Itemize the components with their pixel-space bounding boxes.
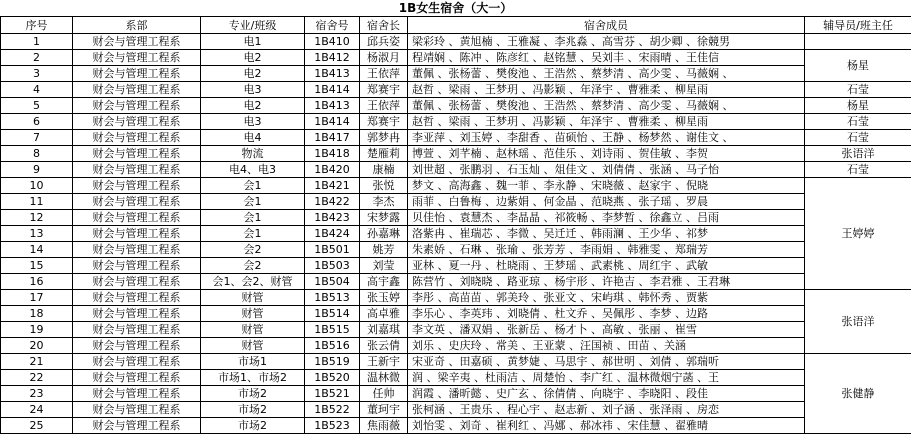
table-row — [1, 274, 911, 290]
cell-major: 电1 — [201, 34, 305, 50]
cell-no: 15 — [1, 258, 73, 274]
cell-advisor: 张语洋 — [805, 146, 911, 162]
table-row — [1, 146, 911, 162]
cell-advisor: 杨星 — [805, 98, 911, 114]
cell-major: 会1 — [201, 210, 305, 226]
cell-room: 1B523 — [305, 418, 360, 434]
table-row — [1, 354, 911, 370]
cell-no: 9 — [1, 162, 73, 178]
cell-room: 1B514 — [305, 306, 360, 322]
header-advisor: 辅导员/班主任 — [805, 17, 911, 34]
cell-members: 李彤 、高苗苗 、郭美玲 、张亚文 、宋屿琪 、韩怀秀 、贾紫 — [408, 290, 805, 306]
cell-major: 电3 — [201, 114, 305, 130]
header-row — [1, 17, 911, 34]
table-row — [1, 130, 911, 146]
cell-advisor: 石莹 — [805, 82, 911, 98]
cell-no: 6 — [1, 114, 73, 130]
cell-members: 润霞 、潘昕懿 、史广玄 、徐倩倩 、向晓宇 、李晓阳 、段佳 — [408, 386, 805, 402]
cell-no: 10 — [1, 178, 73, 194]
cell-leader: 郑赛宇 — [360, 82, 408, 98]
cell-room: 1B413 — [305, 98, 360, 114]
cell-dept: 财会与管理工程系 — [73, 354, 201, 370]
cell-leader: 郑赛宇 — [360, 114, 408, 130]
cell-major: 会1 — [201, 226, 305, 242]
header-room: 宿舍号 — [305, 17, 360, 34]
cell-dept: 财会与管理工程系 — [73, 322, 201, 338]
cell-dept: 财会与管理工程系 — [73, 274, 201, 290]
table-row — [1, 194, 911, 210]
table-row — [1, 114, 911, 130]
cell-dept: 财会与管理工程系 — [73, 370, 201, 386]
table-row — [1, 370, 911, 386]
table-row — [1, 210, 911, 226]
cell-leader: 姚芳 — [360, 242, 408, 258]
cell-major: 市场2 — [201, 402, 305, 418]
cell-leader: 邱兵姿 — [360, 34, 408, 50]
cell-leader: 孙嘉琳 — [360, 226, 408, 242]
cell-members: 程靖娴 、陈冲 、陈彦红 、赵铭慧 、吴刘丰 、宋雨晴 、王佳信 — [408, 50, 805, 66]
cell-members: 李文英 、潘双娟 、张新岳 、杨才卜 、高敏 、张丽 、崔雪 — [408, 322, 805, 338]
cell-no: 7 — [1, 130, 73, 146]
cell-major: 市场1、市场2 — [201, 370, 305, 386]
cell-dept: 财会与管理工程系 — [73, 210, 201, 226]
cell-room: 1B410 — [305, 34, 360, 50]
cell-members: 贝佳怡 、袁慧杰 、李晶晶 、祁筱畅 、李梦暂 、徐鑫立 、吕雨 — [408, 210, 805, 226]
cell-members: 赵哲 、梁雨 、王梦玥 、冯影颖 、年泽宇 、曹雅柔 、柳星雨 — [408, 114, 805, 130]
cell-no: 25 — [1, 418, 73, 434]
cell-major: 物流 — [201, 146, 305, 162]
cell-dept: 财会与管理工程系 — [73, 242, 201, 258]
cell-room: 1B522 — [305, 402, 360, 418]
cell-members: 亚林 、夏一丹 、杜晓雨 、王梦瑶 、武素桃 、周红宇 、武敏 — [408, 258, 805, 274]
table-row — [1, 66, 911, 82]
header-no: 序号 — [1, 17, 73, 34]
cell-no: 24 — [1, 402, 73, 418]
cell-leader: 董珂宇 — [360, 402, 408, 418]
cell-members: 博萱 、刘芊楠 、赵林瑶 、范佳乐 、刘诗雨 、贺佳敏 、李贺 — [408, 146, 805, 162]
cell-no: 8 — [1, 146, 73, 162]
cell-leader: 高宇鑫 — [360, 274, 408, 290]
cell-leader: 郭梦冉 — [360, 130, 408, 146]
cell-room: 1B516 — [305, 338, 360, 354]
cell-room: 1B513 — [305, 290, 360, 306]
cell-major: 财管 — [201, 338, 305, 354]
cell-leader: 温林微 — [360, 370, 408, 386]
cell-room: 1B501 — [305, 242, 360, 258]
cell-dept: 财会与管理工程系 — [73, 258, 201, 274]
cell-dept: 财会与管理工程系 — [73, 162, 201, 178]
sheet-title: 1B女生宿舍（大一） — [398, 1, 513, 15]
cell-major: 会1、会2、财管 — [201, 274, 305, 290]
cell-leader: 焦雨薇 — [360, 418, 408, 434]
cell-leader: 王依萍 — [360, 98, 408, 114]
cell-no: 2 — [1, 50, 73, 66]
cell-advisor: 张健静 — [805, 354, 911, 434]
cell-dept: 财会与管理工程系 — [73, 418, 201, 434]
cell-dept: 财会与管理工程系 — [73, 50, 201, 66]
cell-members: 润 、梁辛夷 、杜雨洁 、周楚怡 、李广红 、温林微烟宁菡 、王 — [408, 370, 805, 386]
table-row — [1, 402, 911, 418]
cell-leader: 王新宇 — [360, 354, 408, 370]
cell-room: 1B412 — [305, 50, 360, 66]
table-row — [1, 34, 911, 50]
cell-no: 14 — [1, 242, 73, 258]
dormitory-table — [0, 16, 911, 434]
table-row — [1, 322, 911, 338]
cell-leader: 张玉婷 — [360, 290, 408, 306]
cell-leader: 楚雁莉 — [360, 146, 408, 162]
cell-dept: 财会与管理工程系 — [73, 338, 201, 354]
cell-major: 财管 — [201, 322, 305, 338]
cell-major: 电2 — [201, 50, 305, 66]
cell-dept: 财会与管理工程系 — [73, 194, 201, 210]
cell-no: 20 — [1, 338, 73, 354]
cell-dept: 财会与管理工程系 — [73, 386, 201, 402]
cell-members: 朱素娇 、石琳 、张瑜 、张芳芳 、李雨娟 、韩雅雯 、郑瑞芳 — [408, 242, 805, 258]
cell-leader: 康楠 — [360, 162, 408, 178]
table-row — [1, 386, 911, 402]
cell-major: 会1 — [201, 194, 305, 210]
cell-dept: 财会与管理工程系 — [73, 34, 201, 50]
cell-room: 1B420 — [305, 162, 360, 178]
cell-no: 22 — [1, 370, 73, 386]
cell-room: 1B520 — [305, 370, 360, 386]
cell-major: 电2 — [201, 66, 305, 82]
cell-room: 1B521 — [305, 386, 360, 402]
cell-room: 1B503 — [305, 258, 360, 274]
cell-room: 1B418 — [305, 146, 360, 162]
cell-room: 1B421 — [305, 178, 360, 194]
cell-no: 12 — [1, 210, 73, 226]
cell-no: 11 — [1, 194, 73, 210]
cell-leader: 李杰 — [360, 194, 408, 210]
table-row — [1, 178, 911, 194]
cell-room: 1B519 — [305, 354, 360, 370]
cell-major: 财管 — [201, 290, 305, 306]
header-leader: 宿舍长 — [360, 17, 408, 34]
cell-room: 1B414 — [305, 114, 360, 130]
cell-no: 3 — [1, 66, 73, 82]
cell-room: 1B504 — [305, 274, 360, 290]
cell-leader: 宋梦露 — [360, 210, 408, 226]
cell-no: 1 — [1, 34, 73, 50]
cell-advisor: 石莹 — [805, 130, 911, 146]
cell-room: 1B422 — [305, 194, 360, 210]
cell-dept: 财会与管理工程系 — [73, 146, 201, 162]
table-row — [1, 306, 911, 322]
cell-no: 16 — [1, 274, 73, 290]
table-row — [1, 162, 911, 178]
cell-no: 17 — [1, 290, 73, 306]
cell-members: 洛紫冉 、崔瑞芯 、李微 、吴迁迁 、韩雨澜 、王少华 、祁梦 — [408, 226, 805, 242]
cell-dept: 财会与管理工程系 — [73, 66, 201, 82]
table-row — [1, 258, 911, 274]
header-members: 宿舍成员 — [408, 17, 805, 34]
cell-advisor: 石莹 — [805, 162, 911, 178]
table-row — [1, 50, 911, 66]
cell-major: 电2 — [201, 98, 305, 114]
cell-leader: 刘莹 — [360, 258, 408, 274]
cell-major: 会2 — [201, 258, 305, 274]
header-major: 专业/班级 — [201, 17, 305, 34]
table-row — [1, 98, 911, 114]
cell-dept: 财会与管理工程系 — [73, 290, 201, 306]
cell-leader: 杨淑月 — [360, 50, 408, 66]
table-row — [1, 226, 911, 242]
cell-dept: 财会与管理工程系 — [73, 226, 201, 242]
cell-major: 电3 — [201, 82, 305, 98]
cell-room: 1B417 — [305, 130, 360, 146]
cell-members: 梁彩玲 、黄旭楠 、王雅凝 、李兆淼 、高雪芬 、胡少卿 、徐競男 — [408, 34, 805, 50]
cell-members: 刘世超 、张鹏羽 、石玉灿 、俎佳文 、刘倩倩 、张涵 、马子怡 — [408, 162, 805, 178]
cell-leader: 张云倩 — [360, 338, 408, 354]
cell-dept: 财会与管理工程系 — [73, 402, 201, 418]
cell-advisor: 王婷婷 — [805, 178, 911, 290]
cell-room: 1B423 — [305, 210, 360, 226]
cell-major: 市场2 — [201, 418, 305, 434]
cell-members: 董佩 、张杨蕾 、樊俊池 、王浩然 、蔡梦清 、高少雯 、马薇娴 、 — [408, 98, 805, 114]
cell-major: 电4 — [201, 130, 305, 146]
cell-members: 赵哲 、梁雨 、王梦玥 、冯影颖 、年泽宇 、曹雅柔 、柳星雨 — [408, 82, 805, 98]
cell-members: 董佩 、张杨蕾 、樊俊池 、王浩然 、蔡梦清 、高少雯 、马薇娴 、 — [408, 66, 805, 82]
cell-major: 会2 — [201, 242, 305, 258]
cell-no: 13 — [1, 226, 73, 242]
table-row — [1, 338, 911, 354]
cell-members: 李乐心 、李英玮 、刘晓倩 、杜文乔 、吴佩彤 、李梦 、边路 — [408, 306, 805, 322]
cell-major: 电4、电3 — [201, 162, 305, 178]
cell-members: 刘乐 、史庆玲 、常美 、王亚蒙 、汪国祯 、田苗 、关涵 — [408, 338, 805, 354]
cell-dept: 财会与管理工程系 — [73, 130, 201, 146]
cell-no: 21 — [1, 354, 73, 370]
cell-members: 宋亚奇 、田嘉硕 、黄梦婕 、马思宇 、郝世明 、刘倩 、郭瑞听 — [408, 354, 805, 370]
cell-dept: 财会与管理工程系 — [73, 82, 201, 98]
cell-members: 陈营竹 、刘晓晓 、路亚琼 、杨宇形 、许艳吉 、李君雅 、王君琳 — [408, 274, 805, 290]
cell-room: 1B515 — [305, 322, 360, 338]
cell-leader: 刘嘉琪 — [360, 322, 408, 338]
cell-major: 市场2 — [201, 386, 305, 402]
cell-no: 4 — [1, 82, 73, 98]
table-row — [1, 290, 911, 306]
cell-advisor: 张语洋 — [805, 290, 911, 354]
cell-no: 18 — [1, 306, 73, 322]
cell-room: 1B424 — [305, 226, 360, 242]
cell-members: 张柯涵 、王贵乐 、程心宇 、赵志新 、刘子涵 、张泽雨 、房恋 — [408, 402, 805, 418]
cell-major: 会1 — [201, 178, 305, 194]
table-row — [1, 418, 911, 434]
cell-leader: 张悦 — [360, 178, 408, 194]
cell-no: 5 — [1, 98, 73, 114]
cell-major: 财管 — [201, 306, 305, 322]
cell-leader: 任帅 — [360, 386, 408, 402]
cell-members: 雨菲 、白鲁梅 、边紫娟 、何金晶 、范晓燕 、张子瑶 、罗晨 — [408, 194, 805, 210]
cell-dept: 财会与管理工程系 — [73, 114, 201, 130]
cell-members: 刘怡雯 、刘奇 、崔利红 、冯娜 、郝冰祎 、宋佳慧 、翟雅晴 — [408, 418, 805, 434]
cell-dept: 财会与管理工程系 — [73, 306, 201, 322]
cell-members: 梦文 、高海鑫 、魏一菲 、李永静 、宋晓薇 、赵家宇 、倪晓 — [408, 178, 805, 194]
cell-members: 李亚萍 、刘玉婷 、李甜香 、苗硕怡 、王静 、杨梦然 、谢佳文 、 — [408, 130, 805, 146]
cell-advisor: 石莹 — [805, 114, 911, 130]
cell-dept: 财会与管理工程系 — [73, 98, 201, 114]
cell-major: 市场1 — [201, 354, 305, 370]
cell-dept: 财会与管理工程系 — [73, 178, 201, 194]
cell-advisor — [805, 34, 911, 50]
header-dept: 系部 — [73, 17, 201, 34]
cell-room: 1B413 — [305, 66, 360, 82]
cell-leader: 王依萍 — [360, 66, 408, 82]
cell-no: 19 — [1, 322, 73, 338]
cell-leader: 高卓雅 — [360, 306, 408, 322]
cell-no: 23 — [1, 386, 73, 402]
table-row — [1, 82, 911, 98]
cell-advisor: 杨星 — [805, 50, 911, 82]
table-row — [1, 242, 911, 258]
cell-room: 1B414 — [305, 82, 360, 98]
